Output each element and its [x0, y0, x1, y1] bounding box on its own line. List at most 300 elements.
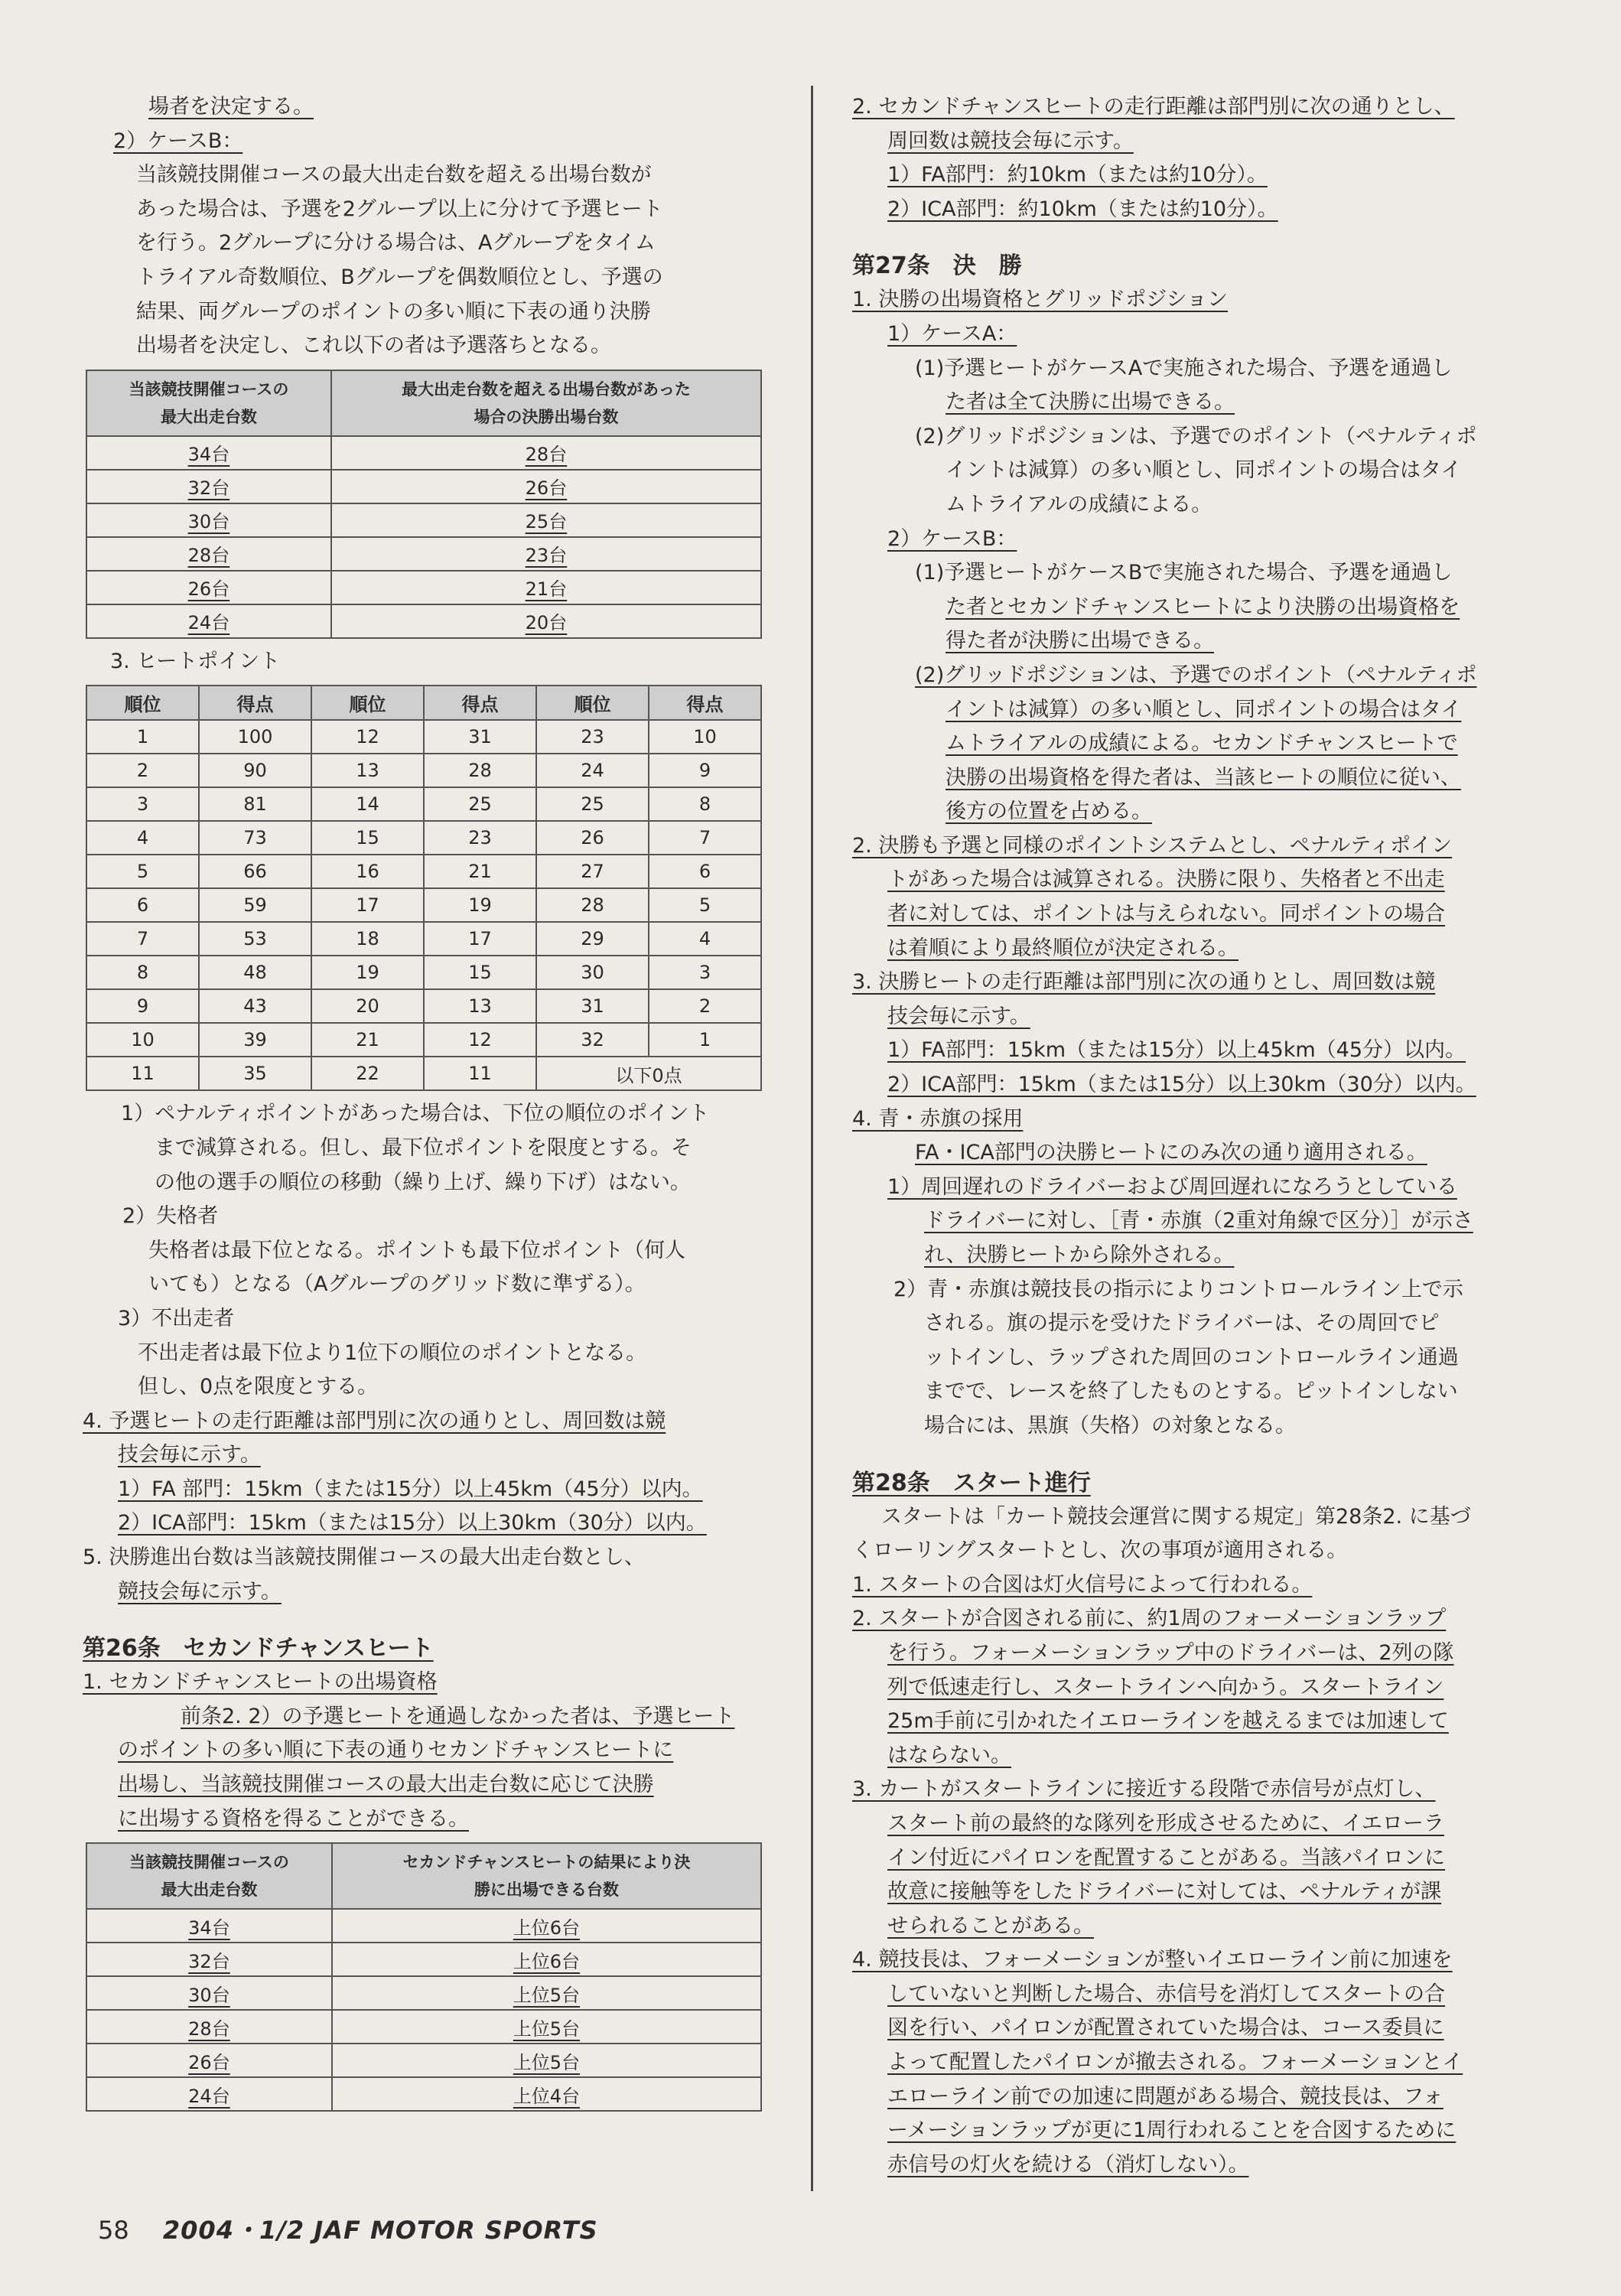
table-header-cell: 得点 — [424, 686, 536, 720]
table-cell: 28 — [536, 888, 649, 922]
text-line-content: 結果、両グループのポイントの多い順に下表の通り決勝 — [136, 299, 651, 324]
text-line — [852, 1705, 1541, 1739]
table-cell — [332, 1976, 761, 2010]
table-cell — [332, 1909, 761, 1943]
table-cell-value: 24台 — [188, 2085, 230, 2107]
text-line-content: を行う。2グループに分ける場合は、Aグループをタイム — [136, 231, 656, 256]
left-section-c — [83, 1666, 775, 1836]
qualifier-table — [86, 370, 762, 639]
table-cell-value: 26台 — [187, 578, 230, 601]
text-line — [83, 1700, 775, 1734]
table-cell-value: 26台 — [188, 2051, 230, 2073]
left-section-a — [83, 90, 775, 363]
table-cell: 24 — [536, 754, 649, 787]
text-line-content: 3. カートがスタートラインに接近する段階で赤信号が点灯し、 — [852, 1777, 1436, 1802]
text-line — [83, 226, 775, 261]
text-line-content: のポイントの多い順に下表の通りセカンドチャンスヒートに — [118, 1738, 674, 1763]
table-cell: 19 — [424, 888, 536, 922]
second-chance-table — [86, 1842, 762, 2112]
table-cell-value: 28台 — [188, 2018, 230, 2040]
text-line-content: 後方の位置を占める。 — [946, 800, 1152, 824]
table-cell-value: 上位5台 — [513, 2018, 581, 2040]
text-line — [852, 727, 1541, 761]
text-line — [852, 283, 1541, 318]
text-line — [83, 1405, 775, 1439]
text-line-content: までで、レースを終了したものとする。ピットインしない — [924, 1379, 1458, 1404]
table-cell: 5 — [86, 855, 199, 888]
table-cell: 53 — [199, 922, 311, 956]
text-line — [852, 2046, 1541, 2080]
text-line — [83, 1200, 775, 1234]
table-cell: 90 — [199, 754, 311, 787]
table-row — [86, 1976, 761, 2010]
text-line-content: 2）青・赤旗は競技長の指示によりコントロールライン上で示 — [894, 1277, 1463, 1301]
second-chance-table-head-2: セカンドチャンスヒートの結果により決 勝に出場できる台数 — [332, 1843, 761, 1909]
text-line-content: 4. 青・赤旗の採用 — [852, 1106, 1024, 1131]
table-cell: 25 — [424, 787, 536, 821]
text-line — [852, 318, 1541, 352]
text-line — [852, 1637, 1541, 1671]
text-line-content: 但し、0点を限度とする。 — [138, 1375, 379, 1399]
table-cell: 31 — [536, 989, 649, 1023]
text-line — [852, 454, 1541, 488]
table-cell: 12 — [311, 720, 424, 754]
table-cell-value: 23台 — [525, 545, 568, 567]
text-line-content: 2. 決勝も予選と同様のポイントシステムとし、ペナルティポイン — [852, 833, 1453, 858]
table-row — [86, 470, 761, 503]
text-line — [83, 1734, 775, 1768]
text-line — [852, 1978, 1541, 2012]
text-line — [852, 1341, 1541, 1376]
table-cell-value: 34台 — [187, 444, 230, 466]
text-line — [83, 1132, 775, 1166]
text-line — [83, 1337, 775, 1371]
table-header-cell: 順位 — [536, 686, 649, 720]
text-line — [852, 693, 1541, 728]
table-cell: 7 — [86, 922, 199, 956]
left-column — [83, 90, 775, 2118]
table-cell: 10 — [86, 1023, 199, 1057]
table-row — [86, 1057, 761, 1090]
text-line — [852, 1136, 1541, 1171]
article-27-title: 第27条 決 勝 — [852, 252, 1022, 280]
text-line — [852, 966, 1541, 1000]
table-cell: 21 — [424, 855, 536, 888]
text-line-content: イントは減算）の多い順とし、同ポイントの場合はタイ — [946, 458, 1462, 483]
text-line-content: 2）ケースB： — [113, 129, 243, 153]
text-line — [83, 1166, 775, 1200]
table-cell: 32 — [536, 1023, 649, 1057]
table-cell — [331, 604, 761, 638]
text-line — [852, 420, 1541, 454]
text-line-content: くローリングスタートとし、次の事項が適用される。 — [852, 1539, 1348, 1563]
table-cell: 1 — [86, 720, 199, 754]
text-line-content: 1）FA 部門：15km（または15分）以上45km（45分）以内。 — [118, 1477, 703, 1501]
text-line-content: イン付近にパイロンを配置することがある。当該パイロンに — [887, 1845, 1445, 1870]
table-cell: 16 — [311, 855, 424, 888]
text-line-content: スタート前の最終的な隊列を形成させるために、イエローラ — [887, 1811, 1444, 1835]
text-line-content: 技会毎に示す。 — [887, 1004, 1030, 1028]
text-line-content: いても）となる（Aグループのグリッド数に準ずる）。 — [148, 1272, 646, 1297]
text-line — [852, 795, 1541, 829]
page-footer — [98, 2211, 598, 2246]
text-line — [852, 1000, 1541, 1034]
table-cell-value: 32台 — [188, 1950, 230, 1972]
text-line-content: 1）FA部門：15km（または15分）以上45km（45分）以内。 — [887, 1038, 1466, 1063]
table-cell: 15 — [424, 956, 536, 989]
table-cell: 30 — [536, 956, 649, 989]
table-cell-value: 上位5台 — [513, 1984, 581, 2006]
table-cell: 1 — [649, 1023, 761, 1057]
text-line-content: 2）ICA部門：約10km（または約10分）。 — [887, 197, 1278, 221]
text-line-content: ムトライアルの成績による。 — [946, 492, 1212, 516]
text-line-content: 25m手前に引かれたイエローラインを越えるまでは加速して — [887, 1709, 1449, 1734]
table-cell-value: 28台 — [187, 545, 230, 567]
text-line — [852, 1671, 1541, 1705]
table-cell: 9 — [86, 989, 199, 1023]
table-cell: 3 — [86, 787, 199, 821]
text-line — [852, 488, 1541, 523]
table-cell-value: 上位4台 — [513, 2085, 581, 2107]
text-line — [852, 2148, 1541, 2183]
table-cell — [331, 470, 761, 503]
text-line-content: 1）ペナルティポイントがあった場合は、下位の順位のポイント — [121, 1102, 710, 1126]
table-cell — [86, 436, 331, 470]
table-row — [86, 436, 761, 470]
table-row — [86, 989, 761, 1023]
table-cell: 21 — [311, 1023, 424, 1057]
table-cell: 11 — [86, 1057, 199, 1090]
text-line-content: 者に対しては、ポイントは与えられない。同ポイントの場合 — [887, 902, 1445, 927]
text-line-content: トライアル奇数順位、Bグループを偶数順位とし、予選の — [136, 265, 663, 289]
table-cell: 17 — [424, 922, 536, 956]
table-cell — [86, 537, 331, 571]
left-section-b — [83, 1097, 775, 1609]
table-cell — [86, 571, 331, 604]
text-line-content: 競技会毎に示す。 — [118, 1579, 282, 1604]
table-cell: 43 — [199, 989, 311, 1023]
table-cell: 11 — [424, 1057, 536, 1090]
text-line — [852, 624, 1541, 659]
text-line-content: 2. セカンドチャンスヒートの走行距離は部門別に次の通りとし、 — [852, 95, 1455, 119]
text-line-content: 周回数は競技会毎に示す。 — [887, 129, 1134, 153]
text-line-content: せられることがある。 — [887, 1913, 1094, 1938]
article-28-title: 第28条 スタート進行 — [852, 1469, 1091, 1496]
text-line-content: よって配置したパイロンが撤去される。フォーメーションとイ — [887, 2050, 1463, 2075]
right-section-a — [852, 90, 1541, 226]
table-cell — [332, 1943, 761, 1976]
table-cell: 48 — [199, 956, 311, 989]
text-line — [852, 2080, 1541, 2115]
table-header-cell: 順位 — [86, 686, 199, 720]
table-row — [86, 821, 761, 855]
text-line-content: た者は全て決勝に出場できる。 — [946, 390, 1235, 415]
table-cell: 73 — [199, 821, 311, 855]
text-line-content: 当該競技開催コースの最大出走台数を超える出場台数が — [136, 163, 652, 187]
table-cell: 9 — [649, 754, 761, 787]
table-cell-value: 34台 — [188, 1917, 230, 1939]
text-line-content: イントは減算）の多い順とし、同ポイントの場合はタイ — [946, 697, 1462, 721]
table-cell: 18 — [311, 922, 424, 956]
text-line — [83, 1506, 775, 1541]
text-line — [852, 1534, 1541, 1568]
text-line-content: 場者を決定する。 — [148, 95, 314, 119]
table-row — [86, 1023, 761, 1057]
table-cell: 81 — [199, 787, 311, 821]
table-row — [86, 787, 761, 821]
text-line — [852, 1171, 1541, 1205]
table-cell: 22 — [311, 1057, 424, 1090]
text-line — [852, 863, 1541, 897]
table-cell: 28 — [424, 754, 536, 787]
text-line — [852, 932, 1541, 966]
table-header-cell: 得点 — [649, 686, 761, 720]
table-cell — [86, 604, 331, 638]
table-cell: 20 — [311, 989, 424, 1023]
text-line — [852, 2011, 1541, 2046]
table-cell — [86, 470, 331, 503]
text-line-content: 赤信号の灯火を続ける（消灯しない）。 — [887, 2152, 1249, 2177]
text-line-content: 2）ICA部門：15km（または15分）以上30km（30分）以内。 — [887, 1073, 1476, 1097]
table-cell — [86, 1909, 332, 1943]
table-cell: 23 — [536, 720, 649, 754]
table-row — [86, 537, 761, 571]
table-cell-value: 26台 — [525, 477, 568, 500]
text-line-content: を行う。フォーメーションラップ中のドライバーは、2列の隊 — [887, 1640, 1454, 1665]
text-line-content: 技会毎に示す。 — [118, 1443, 261, 1467]
text-line — [83, 1768, 775, 1803]
text-line — [83, 193, 775, 227]
text-line — [83, 90, 775, 125]
text-line-content: 3. 決勝ヒートの走行距離は部門別に次の通りとし、周回数は競 — [852, 970, 1436, 995]
table-cell: 35 — [199, 1057, 311, 1090]
text-line — [83, 1803, 775, 1837]
text-line-content: 2. スタートが合図される前に、約1周のフォーメーションラップ — [852, 1607, 1447, 1631]
table-cell-value: 30台 — [187, 511, 230, 533]
text-line — [83, 158, 775, 193]
table-cell — [86, 2010, 332, 2044]
table-row — [86, 503, 761, 537]
text-line-content: あった場合は、予選を2グループ以上に分けて予選ヒート — [136, 197, 663, 221]
text-line — [83, 1473, 775, 1507]
text-line-content: 1）ケースA： — [887, 321, 1017, 346]
text-line-content: 出場者を決定し、これ以下の者は予選落ちとなる。 — [136, 334, 611, 358]
table-row — [86, 571, 761, 604]
second-chance-table-head-1: 当該競技開催コースの 最大出走台数 — [86, 1843, 332, 1909]
table-cell: 6 — [86, 888, 199, 922]
table-cell-value: 上位6台 — [513, 1917, 581, 1939]
text-line — [852, 386, 1541, 420]
table-cell — [86, 1976, 332, 2010]
table-cell: 31 — [424, 720, 536, 754]
text-line-content: 1）FA部門：約10km（または約10分）。 — [887, 163, 1268, 187]
table-cell: 3 — [649, 956, 761, 989]
text-line — [83, 1097, 775, 1132]
text-line — [852, 1739, 1541, 1773]
table-cell: 17 — [311, 888, 424, 922]
table-cell: 5 — [649, 888, 761, 922]
text-line-content: の他の選手の順位の移動（繰り上げ、繰り下げ）はない。 — [155, 1170, 691, 1194]
text-line — [852, 1773, 1541, 1807]
table-cell — [331, 537, 761, 571]
text-line — [852, 1239, 1541, 1273]
table-cell-value: 25台 — [525, 511, 568, 533]
text-line-content: まで減算される。但し、最下位ポイントを限度とする。そ — [155, 1135, 692, 1160]
text-line-content: トがあった場合は減算される。決勝に限り、失格者と不出走 — [887, 868, 1445, 892]
table-cell: 27 — [536, 855, 649, 888]
table-row — [86, 855, 761, 888]
table-row — [86, 2010, 761, 2044]
text-line — [83, 1234, 775, 1268]
text-line-content: 1）周回遅れのドライバーおよび周回遅れになろうとしている — [887, 1174, 1457, 1199]
text-line-content: 場合には、黒旗（失格）の対象となる。 — [924, 1413, 1296, 1438]
text-line — [852, 193, 1541, 227]
right-section-c — [852, 1500, 1541, 2183]
heat-points-table — [86, 685, 762, 1091]
table-cell: 19 — [311, 956, 424, 989]
text-line — [852, 1943, 1541, 1978]
table-cell — [86, 2077, 332, 2111]
table-cell: 26 — [536, 821, 649, 855]
text-line-content: 1. 決勝の出場資格とグリッドポジション — [852, 288, 1229, 312]
text-line — [852, 125, 1541, 159]
table-cell: 23 — [424, 821, 536, 855]
text-line-content: はならない。 — [887, 1743, 1011, 1767]
table-cell — [331, 571, 761, 604]
text-line — [83, 1268, 775, 1302]
text-line — [83, 295, 775, 330]
text-line-content: 1. セカンドチャンスヒートの出場資格 — [83, 1670, 438, 1695]
qualifier-table-head-1: 当該競技開催コースの 最大出走台数 — [86, 370, 331, 436]
table-row — [86, 720, 761, 754]
table-row — [86, 604, 761, 638]
table-cell — [332, 2044, 761, 2077]
table-cell — [331, 503, 761, 537]
text-line-content: に出場する資格を得ることができる。 — [118, 1806, 469, 1831]
right-section-b — [852, 283, 1541, 1443]
text-line-content: 決勝の出場資格を得た者は、当該ヒートの順位に従い、 — [946, 765, 1461, 790]
table-header-cell: 順位 — [311, 686, 424, 720]
table-row — [86, 888, 761, 922]
publication-title: 2004・1/2 JAF MOTOR SPORTS — [162, 2216, 598, 2245]
right-column — [852, 90, 1541, 2182]
table-row — [86, 1943, 761, 1976]
table-cell: 25 — [536, 787, 649, 821]
table-cell: 10 — [649, 720, 761, 754]
text-line-content: していないと判断した場合、赤信号を消灯してスタートの合 — [887, 1982, 1445, 2006]
text-line — [83, 329, 775, 363]
text-line-content: 3）不出走者 — [118, 1306, 235, 1330]
table-row — [86, 1909, 761, 1943]
table-cell: 7 — [649, 821, 761, 855]
table-header-cell: 得点 — [199, 686, 311, 720]
table-cell: 100 — [199, 720, 311, 754]
text-line — [83, 1438, 775, 1473]
text-line-content: 5. 決勝進出台数は当該競技開催コースの最大出走台数とし、 — [83, 1545, 645, 1570]
text-line-content: 故意に接触等をしたドライバーに対しては、ペナルティが課 — [887, 1880, 1442, 1904]
text-line-content: 前条2. 2）の予選ヒートを通過しなかった者は、予選ヒート — [181, 1704, 735, 1728]
text-line-content: FA・ICA部門の決勝ヒートにのみ次の通り適用される。 — [915, 1141, 1427, 1165]
text-line-content: 4. 競技長は、フォーメーションが整いイエローライン前に加速を — [852, 1948, 1453, 1972]
text-line — [852, 897, 1541, 932]
text-line — [852, 1102, 1541, 1137]
text-line — [852, 1910, 1541, 1944]
text-line — [852, 2114, 1541, 2148]
heat-points-title: 3. ヒートポイント — [110, 649, 281, 673]
text-line-content: される。旗の提示を受けたドライバーは、その周回でピ — [924, 1311, 1440, 1336]
text-line-content: 4. 予選ヒートの走行距離は部門別に次の通りとし、周回数は競 — [83, 1409, 666, 1433]
text-line-content: 出場し、当該競技開催コースの最大出走台数に応じて決勝 — [118, 1773, 654, 1797]
table-row — [86, 956, 761, 989]
text-line — [852, 1875, 1541, 1910]
text-line-content: 列で低速走行し、スタートラインへ向かう。スタートライン — [887, 1675, 1444, 1699]
text-line — [83, 1541, 775, 1575]
text-line — [852, 158, 1541, 193]
text-line-content: ムトライアルの成績による。セカンドチャンスヒートで — [946, 731, 1458, 756]
table-cell — [332, 2010, 761, 2044]
table-cell-value: 上位6台 — [513, 1950, 581, 1972]
table-cell-value: 30台 — [188, 1984, 230, 2006]
text-line — [83, 1370, 775, 1405]
text-line — [852, 90, 1541, 125]
table-cell: 12 — [424, 1023, 536, 1057]
table-cell-value: 上位5台 — [513, 2051, 581, 2073]
table-cell: 13 — [311, 754, 424, 787]
table-row — [86, 2077, 761, 2111]
text-line — [852, 1307, 1541, 1341]
text-line-content: は着順により最終順位が決定される。 — [887, 936, 1239, 960]
text-line-content: た者とセカンドチャンスヒートにより決勝の出場資格を — [946, 594, 1460, 619]
text-line — [852, 761, 1541, 796]
table-cell — [86, 1943, 332, 1976]
text-line-content: エローライン前での加速に問題がある場合、競技長は、フォ — [887, 2084, 1444, 2109]
table-cell: 6 — [649, 855, 761, 888]
table-cell — [86, 503, 331, 537]
text-line — [852, 1273, 1541, 1308]
text-line-content: 1. スタートの合図は灯火信号によって行われる。 — [852, 1572, 1313, 1597]
text-line-content: れ、決勝ヒートから除外される。 — [924, 1243, 1235, 1267]
text-line-content: 2）ケースB： — [887, 526, 1017, 551]
table-cell-value: 28台 — [525, 444, 568, 466]
table-row — [86, 922, 761, 956]
text-line-content: ドライバーに対し、［青・赤旗（2重対角線で区分）］が示さ — [924, 1209, 1473, 1233]
text-line — [852, 556, 1541, 591]
text-line-content: 不出走者は最下位より1位下の順位のポイントとなる。 — [138, 1340, 647, 1365]
text-line-content: 失格者は最下位となる。ポイントも最下位ポイント（何人 — [148, 1238, 685, 1262]
text-line — [852, 1807, 1541, 1842]
text-line — [852, 1409, 1541, 1444]
table-row — [86, 754, 761, 787]
text-line-content: スタートは「カート競技会運営に関する規定」第28条2. に基づ — [881, 1504, 1471, 1529]
text-line — [83, 125, 775, 159]
table-cell: 59 — [199, 888, 311, 922]
text-line — [852, 591, 1541, 625]
text-line-content: 図を行い、パイロンが配置されていた場合は、コース委員に — [887, 2016, 1444, 2040]
table-cell: 4 — [86, 821, 199, 855]
table-cell-value: 20台 — [525, 612, 568, 634]
text-line-content: (1)予選ヒートがケースBで実施された場合、予選を通過し — [915, 561, 1453, 585]
text-line — [852, 1500, 1541, 1535]
qualifier-table-head-2: 最大出走台数を超える出場台数があった 場合の決勝出場台数 — [331, 370, 761, 436]
text-line — [852, 1842, 1541, 1876]
text-line — [852, 1034, 1541, 1068]
article-26-title: 第26条 セカンドチャンスヒート — [83, 1635, 434, 1663]
table-cell: 15 — [311, 821, 424, 855]
table-cell: 14 — [311, 787, 424, 821]
text-line — [852, 829, 1541, 864]
table-cell — [86, 2044, 332, 2077]
table-cell-value: 24台 — [187, 612, 230, 634]
